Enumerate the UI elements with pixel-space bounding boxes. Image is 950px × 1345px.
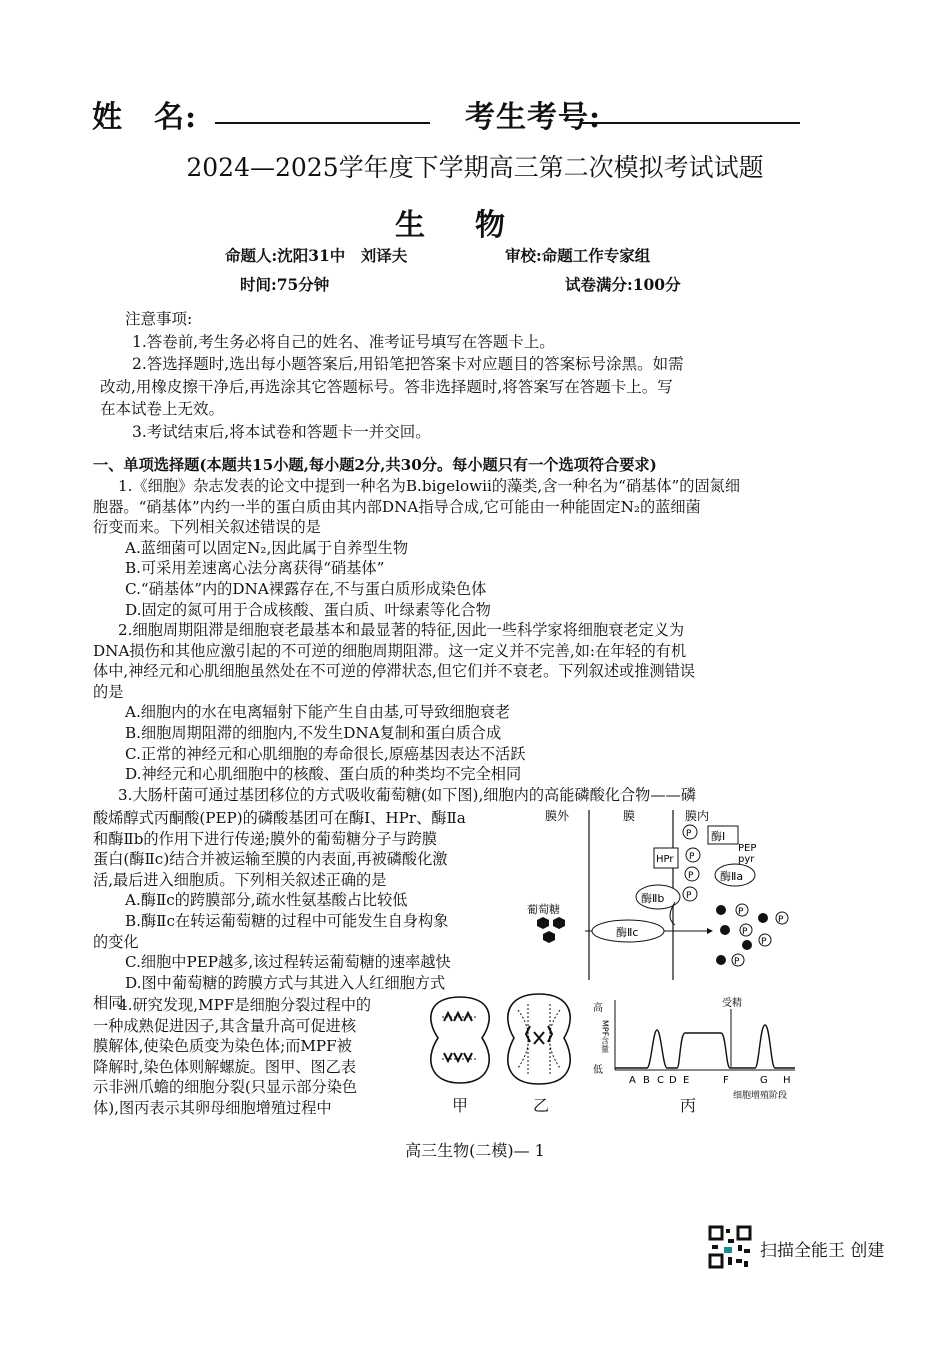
mpf-chart — [585, 995, 815, 1103]
y-low-label: 低 — [593, 1065, 603, 1076]
q2-option-c: C.正常的神经元和心肌细胞的寿命很长,原癌基因表达不活跃 — [125, 744, 526, 763]
q3-option-c: C.细胞中PEP越多,该过程转运葡萄糖的速率越快 — [125, 953, 451, 972]
x-tick: H — [783, 1075, 791, 1086]
phosphate-label: P — [688, 871, 694, 881]
q3-stem-line: 3.大肠杆菌可通过基团移位的方式吸收葡萄糖(如下图),细胞内的高能磷酸化合物——磷 — [118, 786, 696, 804]
phosphate-label: P — [689, 852, 695, 862]
x-axis-label: 细胞增殖阶段 — [733, 1091, 788, 1101]
x-tick: D — [669, 1075, 677, 1086]
exam-time: 时间:75分钟 — [240, 275, 330, 294]
pyr-label: pyr — [738, 854, 755, 865]
question-3 — [93, 808, 466, 1014]
glucose-icon — [553, 917, 565, 929]
notice-item: 在本试卷上无效。 — [100, 400, 225, 418]
phosphate-label: P — [761, 937, 767, 947]
q1-stem: 胞器。“硝基体”内约一半的蛋白质由其内部DNA指导合成,它可能由一种能固定N₂的蓝细菌 — [93, 497, 701, 516]
transport-diagram — [525, 800, 815, 985]
figure-jia — [420, 993, 500, 1088]
x-tick: E — [683, 1075, 690, 1086]
figure-yi — [498, 990, 580, 1090]
glucose-phosphate-icon — [716, 955, 726, 965]
q3-stem: 酸烯醇式丙酮酸(PEP)的磷酸基团可在酶Ⅰ、HPr、酶Ⅱa — [93, 809, 466, 827]
section-heading: 一、单项选择题(本题共15小题,每小题2分,共30分。每小题只有一个选项符合要求) — [93, 456, 657, 474]
q2-option-b: B.细胞周期阻滞的细胞内,不发生DNA复制和蛋白质合成 — [125, 723, 502, 742]
q3-option-d: D.图中葡萄糖的跨膜方式与其进入人红细胞方式 — [125, 973, 446, 992]
q3-option-a: A.酶Ⅱc的跨膜部分,疏水性氨基酸占比较低 — [125, 891, 408, 910]
label-membrane: 膜 — [623, 809, 636, 823]
enzyme2a-label: 酶Ⅱa — [720, 870, 744, 883]
phosphate-label: P — [686, 829, 692, 839]
page-footer: 高三生物(二模)— 1 — [405, 1141, 545, 1160]
q2-option-a: A.细胞内的水在电离辐射下能产生自由基,可导致细胞衰老 — [125, 703, 511, 722]
q1-option-b: B.可采用差速离心法分离获得“硝基体” — [125, 559, 385, 578]
enzyme2c-label: 酶Ⅱc — [616, 926, 639, 939]
mpf-curve — [615, 1025, 795, 1068]
notice-item: 3.考试结束后,将本试卷和答题卡一并交回。 — [132, 422, 431, 441]
x-tick: A — [629, 1075, 636, 1086]
q1-stem: 衍变而来。下列相关叙述错误的是 — [93, 518, 321, 537]
notice-item: 1.答卷前,考生务必将自己的姓名、准考证号填写在答题卡上。 — [132, 332, 555, 351]
question-4 — [93, 995, 371, 1119]
phosphate-label: P — [742, 927, 748, 937]
hpr-label: HPr — [656, 854, 674, 865]
cell-outline — [431, 997, 489, 1083]
q2-stem: DNA损伤和其他应激引起的不可逆的细胞周期阻滞。这一定义并不完善,如:在年轻的有机 — [93, 641, 687, 660]
q1-option-a: A.蓝细菌可以固定N₂,因此属于自养型生物 — [125, 538, 409, 557]
figure-yi-label: 乙 — [533, 1096, 550, 1115]
q3-stem: 蛋白(酶Ⅱc)结合并被运输至膜的内表面,再被磷酸化激 — [93, 850, 448, 869]
q3-option-b-cont: 的变化 — [93, 932, 139, 951]
glucose-phosphate-icon — [742, 940, 752, 950]
y-axis-label: MPF含量 — [600, 1020, 610, 1053]
subject-title: 生物 — [395, 208, 555, 243]
x-tick: G — [760, 1075, 768, 1086]
full-score: 试卷满分:100分 — [565, 275, 681, 294]
pep-label: PEP — [738, 843, 757, 854]
x-tick: B — [643, 1075, 650, 1086]
label-outside: 膜外 — [545, 809, 570, 823]
q3-option-d-cont: 相同 — [93, 994, 124, 1013]
q2-stem: 体中,神经元和心肌细胞虽然处在不可逆的停滞状态,但它们并不衰老。下列叙述或推测错误 — [93, 662, 695, 681]
q4-stem: 膜解体,使染色质变为染色体;而MPF被 — [93, 1037, 352, 1056]
q3-stem: 和酶Ⅱb的作用下进行传递;膜外的葡萄糖分子与跨膜 — [93, 829, 438, 848]
q1-option-c: C.“硝基体”内的DNA裸露存在,不与蛋白质形成染色体 — [125, 579, 487, 598]
y-high-label: 高 — [593, 1003, 603, 1014]
notice — [100, 308, 684, 443]
figure-bing-label: 丙 — [680, 1096, 697, 1115]
glucose-label: 葡萄糖 — [527, 903, 560, 916]
figure-jia-label: 甲 — [452, 1096, 469, 1115]
glucose-icon — [543, 931, 555, 943]
q4-stem: 降解时,染色体则解螺旋。图甲、图乙表 — [93, 1057, 357, 1076]
watermark-text: 扫描全能王 创建 — [760, 1241, 885, 1261]
phosphate-label: P — [734, 957, 740, 967]
enzyme2b-label: 酶Ⅱb — [641, 892, 665, 905]
q1-option-d: D.固定的氮可用于合成核酸、蛋白质、叶绿素等化合物 — [125, 600, 491, 619]
q4-stem: 一种成熟促进因子,其含量升高可促进核 — [93, 1016, 357, 1035]
question-2 — [93, 620, 695, 785]
phosphate-label: P — [686, 891, 692, 901]
phosphate-label: P — [738, 907, 744, 917]
x-tick: C — [657, 1075, 664, 1086]
q2-stem: 的是 — [93, 682, 124, 701]
name-blank — [215, 120, 430, 124]
exam-no-blank — [582, 120, 800, 124]
phosphate-label: P — [778, 915, 784, 925]
arrow-head — [707, 928, 713, 934]
qr-code-icon — [708, 1225, 752, 1269]
enzyme1-label: 酶Ⅰ — [711, 830, 726, 843]
q4-stem: 示非洲爪蟾的细胞分裂(只显示部分染色 — [93, 1078, 358, 1097]
chromosomes — [526, 1026, 552, 1044]
q3-stem: 活,最后进入细胞质。下列相关叙述正确的是 — [93, 870, 387, 889]
notice-heading: 注意事项: — [125, 310, 193, 328]
glucose-icon — [537, 917, 549, 929]
label-inside: 膜内 — [685, 809, 710, 823]
notice-item: 改动,用橡皮擦干净后,再选涂其它答题标号。答非选择题时,将答案写在答题卡上。写 — [100, 377, 673, 396]
author: 命题人:沈阳31中 刘译夫 — [225, 246, 408, 265]
glucose-phosphate-icon — [758, 913, 768, 923]
question-1 — [93, 476, 740, 620]
q2-stem: 2.细胞周期阻滞是细胞衰老最基本和最显著的特征,因此一些科学家将细胞衰老定义为 — [118, 621, 685, 639]
exam-title: 2024—2025学年度下学期高三第二次模拟考试试题 — [186, 153, 764, 182]
glucose-phosphate-icon — [716, 905, 726, 915]
q4-stem: 体),图丙表示其卵母细胞增殖过程中 — [93, 1098, 332, 1117]
q1-stem: 1.《细胞》杂志发表的论文中提到一种名为B.bigelowii的藻类,含一种名为“硝基体”的固氮细 — [118, 477, 741, 495]
chromosomes — [444, 1053, 472, 1061]
name-label: 姓 名: — [92, 100, 198, 135]
q3-option-b: B.酶Ⅱc在转运葡萄糖的过程中可能发生自身构象 — [125, 911, 449, 930]
x-tick: F — [723, 1075, 729, 1086]
x-ticks — [629, 1075, 791, 1086]
glucose-phosphate-icon — [720, 925, 730, 935]
q2-option-d: D.神经元和心肌细胞中的核酸、蛋白质的种类均不完全相同 — [125, 765, 522, 784]
q4-stem: 4.研究发现,MPF是细胞分裂过程中的 — [118, 996, 372, 1014]
reviewer: 审校:命题工作专家组 — [505, 246, 651, 265]
exam-no-label: 考生考号: — [465, 100, 602, 135]
fertilization-label: 受精 — [722, 998, 742, 1009]
notice-item: 2.答选择题时,选出每小题答案后,用铅笔把答案卡对应题目的答案标号涂黑。如需 — [132, 355, 684, 373]
